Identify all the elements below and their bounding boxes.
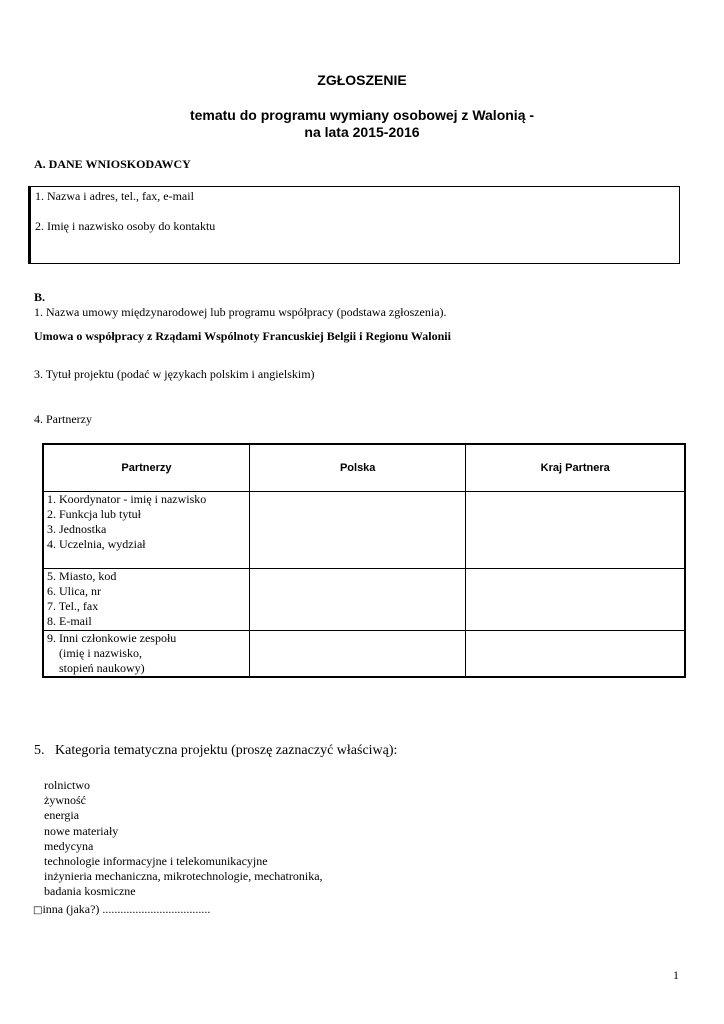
row-1-line-1: 1. Koordynator - imię i nazwisko [47,492,207,506]
box-left-rule [29,187,31,263]
category-zywnosc[interactable]: żywność [44,793,86,808]
row-1-kraj-cell[interactable] [466,492,685,569]
table-header-row [43,444,685,492]
category-rolnictwo[interactable]: rolnictwo [44,778,90,792]
partners-table [42,443,686,678]
row-2-line-3: 7. Tel., fax [47,599,99,613]
row-1-labels [43,492,249,569]
agreement-name: Umowa o współpracy z Rządami Wspólnoty Francuskiej Belgii i Regionu Walonii [34,329,451,343]
category-medycyna[interactable]: medycyna [44,838,94,853]
table-row [43,492,685,569]
category-energia[interactable]: energia [44,808,80,823]
page-number: 1 [673,968,679,982]
row-1-line-4: 4. Uczelnia, wydział [47,537,146,551]
table-row [43,631,685,678]
section-b-item-3: 3. Tytuł projektu (podać w językach polskim i angielskim) [34,367,315,381]
category-inzynieria-mechaniczna[interactable]: inżynieria mechaniczna, mikrotechnologie, mechatronika, [44,869,323,884]
page-title: ZGŁOSZENIE [317,72,407,88]
applicant-item-1: 1. Nazwa i adres, tel., fax, e-mail [35,189,194,203]
row-3-line-1: 9. Inni członkowie zespołu [47,631,177,645]
section-a-heading: A. DANE WNIOSKODAWCY [34,157,191,171]
applicant-item-2: 2. Imię i nazwisko osoby do kontaktu [35,219,216,233]
category-other-row[interactable] [33,902,210,917]
applicant-data-box [28,186,680,264]
category-badania-kosmiczne[interactable]: badania kosmiczne [44,884,136,899]
row-3-kraj-cell[interactable] [466,631,685,678]
row-1-polska-cell[interactable] [249,492,465,569]
row-2-labels [43,569,249,631]
row-2-line-4: 8. E-mail [47,614,92,628]
subtitle-line-2: na lata 2015-2016 [304,124,420,140]
row-3-polska-cell[interactable] [249,631,465,678]
section-b-item-1: 1. Nazwa umowy międzynarodowej lub programu współpracy (podstawa zgłoszenia). [34,305,447,319]
row-1-line-2: 2. Funkcja lub tytuł [47,507,141,521]
row-2-kraj-cell[interactable] [466,569,685,631]
row-2-polska-cell[interactable] [249,569,465,631]
section-b-heading: B. [34,290,46,304]
category-list [44,778,323,900]
header-partnerzy: Partnerzy [43,444,249,492]
row-3-labels [43,631,249,678]
page-subtitle [0,107,724,141]
row-3-line-2: (imię i nazwisko, [47,646,142,660]
header-polska: Polska [249,444,465,492]
checkbox-icon[interactable]: □ [33,905,43,916]
row-2-line-2: 6. Ulica, nr [47,584,101,598]
section-b-item-4: 4. Partnerzy [34,412,92,426]
section-5-heading: 5. Kategoria tematyczna projektu (proszę zaznaczyć właściwą): [34,743,398,758]
header-kraj-partnera: Kraj Partnera [466,444,685,492]
row-1-line-3: 3. Jednostka [47,522,107,536]
category-other: inna (jaka?) .................................... [42,902,211,916]
row-3-line-3: stopień naukowy) [47,661,145,675]
subtitle-line-1: tematu do programu wymiany osobowej z Walonią - [189,107,535,123]
category-technologie-informacyjne[interactable]: technologie informacyjne i telekomunikacyjne [44,854,268,869]
table-row [43,569,685,631]
category-nowe-materialy[interactable]: nowe materiały [44,823,119,838]
row-2-line-1: 5. Miasto, kod [47,569,117,583]
